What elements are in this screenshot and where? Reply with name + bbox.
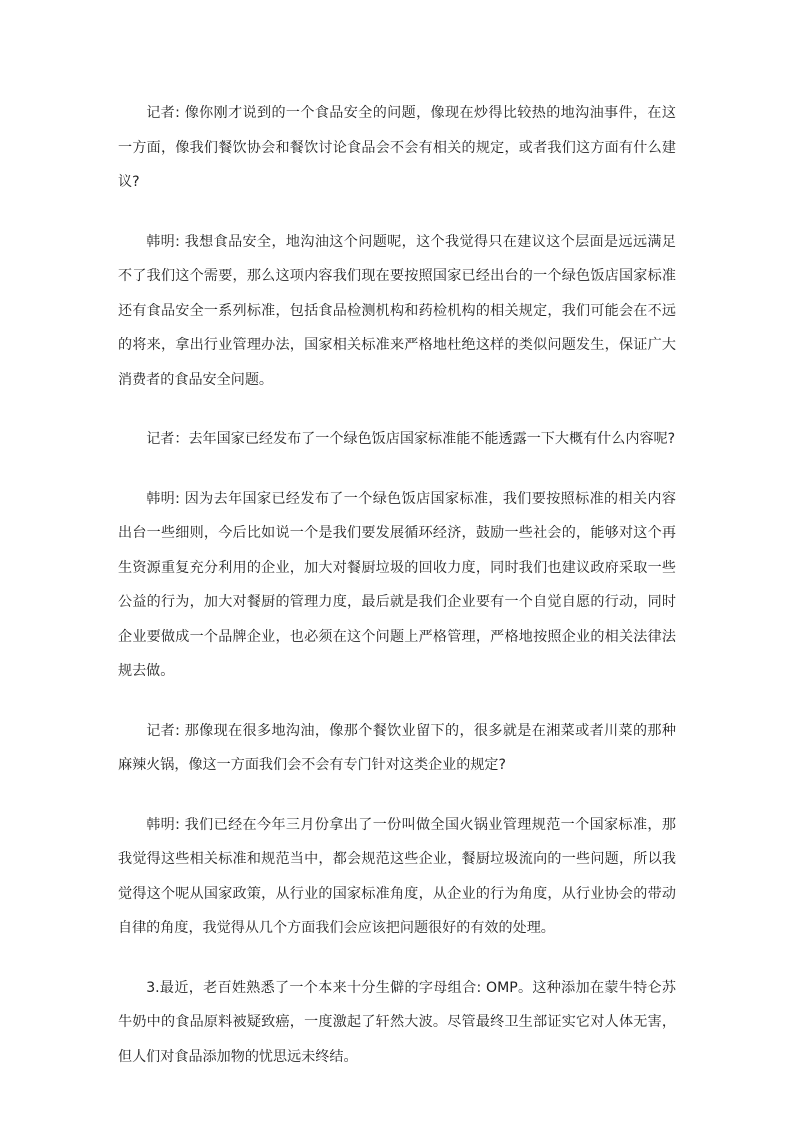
paragraph-item-3: 3.最近，老百姓熟悉了一个本来十分生僻的字母组合: OMP。这种添加在蒙牛特仑苏牛奶中的食品原料被疑致癌，一度激起了轩然大波。尽管最终卫生部证实它对人体无害，但人们对食品添加物的忧思远未终结。 bbox=[118, 979, 676, 1065]
paragraph-reporter-question-1: 记者: 像你刚才说到的一个食品安全的问题，像现在炒得比较热的地沟油事件，在这一方面，像我们餐饮协会和餐饮讨论食品会不会有相关的规定，或者我们这方面有什么建议? bbox=[118, 105, 676, 190]
paragraph-hanming-answer-3: 韩明: 我们已经在今年三月份拿出了一份叫做全国火锅业管理规范一个国家标准，那我觉得这些相关标准和规范当中，都会规范这些企业，餐厨垃圾流向的一些问题，所以我觉得这个呢从国家政策，从行业的国家标准角度，从企业的行为角度，从行业协会的带动自律的角度，我觉得从几个方面我们会应该把问题很好的有效的处理。 bbox=[118, 816, 676, 936]
paragraph-hanming-answer-2: 韩明: 因为去年国家已经发布了一个绿色饭店国家标准，我们要按照标准的相关内容出台一些细则，今后比如说一个是我们要发展循环经济，鼓励一些社会的，能够对这个再生资源重复充分利用的企业，加大对餐厨垃圾的回收力度，同时我们也建议政府采取一些公益的行为，加大对餐厨的管理力度，最后就是我们企业要有一个自觉自愿的行动，同时企业要做成一个品牌企业，也必须在这个问题上严格管理，严格地按照企业的相关法律法规去做。 bbox=[118, 490, 676, 679]
paragraph-hanming-answer-1: 韩明: 我想食品安全，地沟油这个问题呢，这个我觉得只在建议这个层面是远远满足不了我们这个需要，那么这项内容我们现在要按照国家已经出台的一个绿色饭店国家标准还有食品安全一系列标准，包括食品检测机构和药检机构的相关规定，我们可能会在不远的将来，拿出行业管理办法，国家相关标准来严格地杜绝这样的类似问题发生，保证广大消费者的食品安全问题。 bbox=[118, 233, 676, 388]
paragraph-reporter-question-3: 记者: 那像现在很多地沟油，像那个餐饮业留下的，很多就是在湘菜或者川菜的那种麻辣火锅，像这一方面我们会不会有专门针对这类企业的规定? bbox=[118, 722, 676, 773]
document-page bbox=[118, 96, 676, 1099]
paragraph-reporter-question-2: 记者：去年国家已经发布了一个绿色饭店国家标准能不能透露一下大概有什么内容呢? bbox=[146, 431, 676, 447]
